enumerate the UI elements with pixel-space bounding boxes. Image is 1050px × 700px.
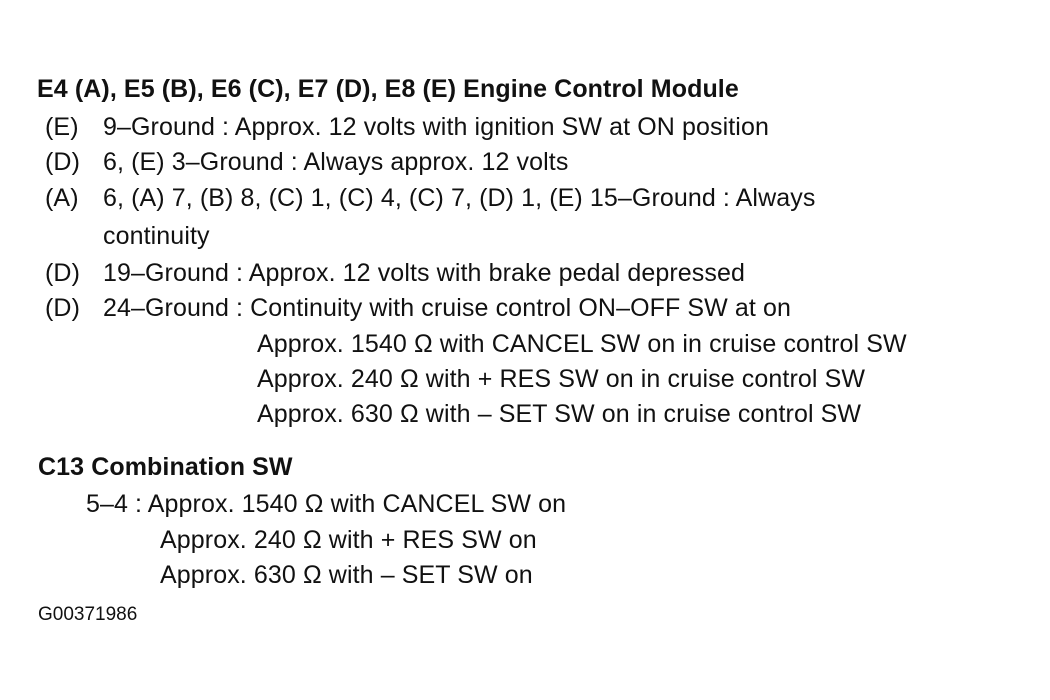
ecm-sub-row: Approx. 630 Ω with – SET SW on in cruise control SW (257, 400, 862, 428)
ecm-row-text: 19–Ground : Approx. 12 volts with brake pedal depressed (103, 259, 746, 287)
ecm-row (45, 112, 769, 142)
ecm-row-text: continuity (103, 222, 210, 250)
combination-row: Approx. 630 Ω with – SET SW on (160, 561, 533, 589)
ecm-row-prefix: (D) (45, 148, 81, 176)
ecm-row (45, 183, 815, 213)
ecm-row-prefix: (D) (45, 259, 81, 287)
ecm-row-prefix: (A) (45, 184, 79, 212)
figure-code: G00371986 (38, 604, 138, 625)
ecm-row (45, 293, 791, 323)
ecm-row-continuation (45, 221, 210, 251)
ecm-row-text: 9–Ground : Approx. 12 volts with ignition SW at ON position (103, 113, 769, 141)
ecm-sub-row: Approx. 240 Ω with + RES SW on in cruise control SW (257, 365, 866, 393)
ecm-row-text: 6, (E) 3–Ground : Always approx. 12 volts (103, 148, 569, 176)
combination-section-title: C13 Combination SW (38, 453, 293, 481)
combination-row: Approx. 240 Ω with + RES SW on (160, 526, 537, 554)
ecm-row-text: 24–Ground : Continuity with cruise control ON–OFF SW at on (103, 294, 792, 322)
ecm-row (45, 258, 745, 288)
combination-row: 5–4 : Approx. 1540 Ω with CANCEL SW on (86, 490, 567, 518)
ecm-section-title: E4 (A), E5 (B), E6 (C), E7 (D), E8 (E) Engine Control Module (37, 75, 739, 103)
ecm-row-prefix: (E) (45, 113, 79, 141)
ecm-row (45, 147, 568, 177)
ecm-row-text: 6, (A) 7, (B) 8, (C) 1, (C) 4, (C) 7, (D) 1, (E) 15–Ground : Always (103, 184, 816, 212)
ecm-sub-row: Approx. 1540 Ω with CANCEL SW on in cruise control SW (257, 330, 907, 358)
ecm-row-prefix: (D) (45, 294, 81, 322)
